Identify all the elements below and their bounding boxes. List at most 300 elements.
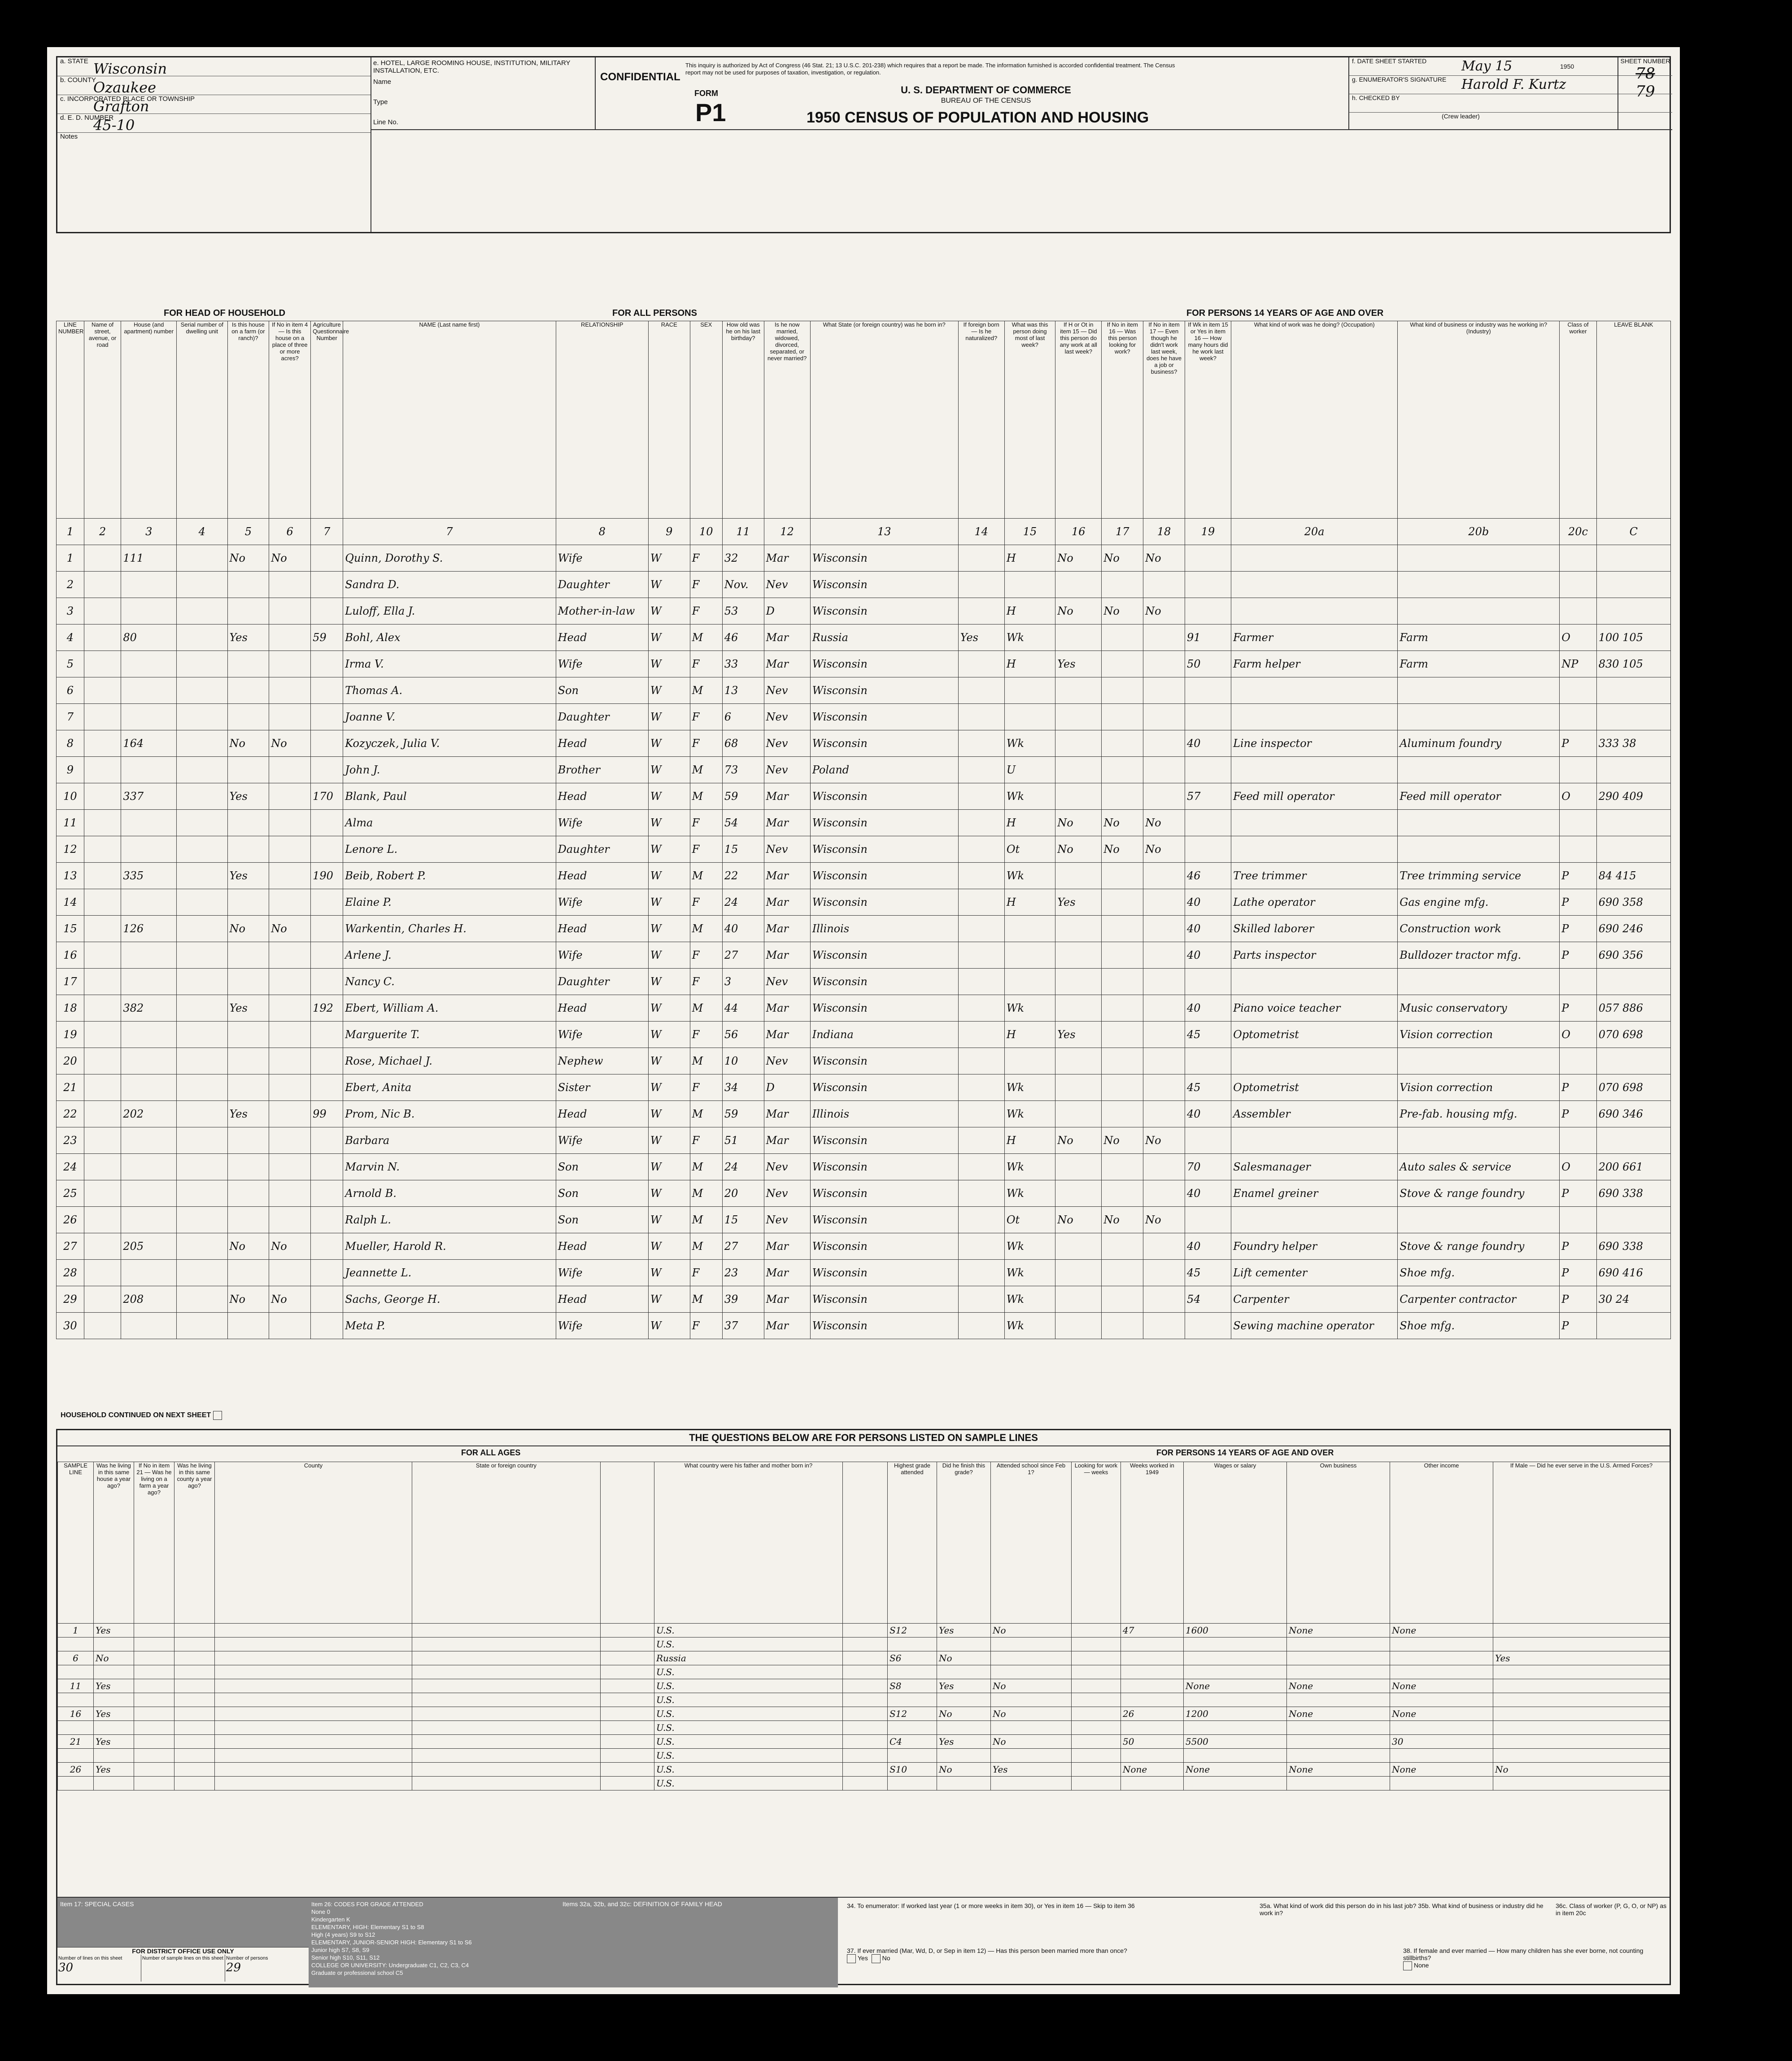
sample-cell [1390,1749,1493,1763]
cell-age: 34 [722,1074,764,1101]
cell-nat [958,1233,1004,1260]
cell-name: Ebert, Anita [343,1074,556,1101]
cell-job [1143,1101,1185,1127]
cell-street [84,1101,121,1127]
sample-cell [991,1777,1072,1790]
sample-cell [991,1665,1072,1679]
cell-look [1102,783,1143,810]
cell-doing: Wk [1004,1101,1055,1127]
cell-hours: 57 [1185,783,1231,810]
cell-mar: Nev [764,969,810,995]
cell-agri: 192 [311,995,343,1022]
cell-job: No [1143,836,1185,863]
sample-cell [412,1665,601,1679]
sample-cell [888,1693,937,1707]
cell-serial [177,1207,227,1233]
table-row [57,1286,1671,1313]
cell-birth: Illinois [810,1101,958,1127]
cell-occ: Salesmanager [1231,1154,1398,1180]
cell-nat: Yes [958,624,1004,651]
cell-occ [1231,810,1398,836]
sample-cell-grade: S12 [888,1707,937,1721]
sample-column-header: Was he living in this same house a year ago? [94,1462,134,1624]
cell-birth: Wisconsin [810,836,958,863]
sample-cell-grade: S8 [888,1679,937,1693]
cell-occ: Lathe operator [1231,889,1398,916]
enumerator-block: f. DATE SHEET STARTED May 15 1950 g. ENUMERATOR'S SIGNATURE Harold F. Kurtz h. CHECKED BY (Crew leader) SHEET NUMBER 78 79 [1349,57,1672,129]
sample-cell [1287,1693,1390,1707]
place-field: c. INCORPORATED PLACE OR TOWNSHIP Grafton [57,95,371,114]
sample-cell [1287,1665,1390,1679]
cell-line: 7 [57,704,84,730]
sample-cell [843,1693,888,1707]
sample-column-header: Wages or salary [1184,1462,1287,1624]
cell-job [1143,1180,1185,1207]
sample-cell-att [991,1651,1072,1665]
cell-race: W [648,836,690,863]
sample-cell-r21: Yes [94,1679,134,1693]
cell-rel: Wife [556,942,648,969]
cell-line: 2 [57,572,84,598]
cell-doing: H [1004,889,1055,916]
cell-work: No [1055,810,1102,836]
cell-mar: Mar [764,863,810,889]
cell-ind: Vision correction [1398,1022,1560,1048]
cell-street [84,783,121,810]
cell-race: W [648,995,690,1022]
sample-column-header: Looking for work — weeks [1072,1462,1121,1624]
cell-ind: Vision correction [1398,1074,1560,1101]
cell-cls: P [1560,995,1596,1022]
cell-ind: Gas engine mfg. [1398,889,1560,916]
cell-hours: 40 [1185,889,1231,916]
cell-hours [1185,757,1231,783]
cell-race: W [648,942,690,969]
cell-doing: H [1004,810,1055,836]
sample-cell-armed: No [1493,1763,1670,1777]
cell-doing: Wk [1004,863,1055,889]
special-cases-box: Item 17: SPECIAL CASES [57,1898,309,1947]
sample-cell [215,1651,412,1665]
cell-hours: 40 [1185,1233,1231,1260]
table-row [57,757,1671,783]
cell-farm [227,1154,269,1180]
table-row [57,1154,1671,1180]
sample-row [58,1637,1670,1651]
cell-nat [958,545,1004,572]
cell-agri [311,1048,343,1074]
cell-birth: Wisconsin [810,1207,958,1233]
cell-race: W [648,783,690,810]
sample-cell-other: None [1390,1707,1493,1721]
sample-cell [215,1665,412,1679]
cell-line: 5 [57,651,84,677]
cell-race: W [648,704,690,730]
sample-cell-armed [1493,1735,1670,1749]
cell-rel: Son [556,1207,648,1233]
cell-agri [311,572,343,598]
cell-occ [1231,836,1398,863]
cell-acres [269,572,311,598]
column-numbers: 1 2 3 4 5 6 7 7 8 9 10 11 12 13 14 15 16 17 18 19 20a 20b 20c C [57,519,1671,545]
cell-sex: F [690,704,722,730]
cell-look [1102,651,1143,677]
sample-column-header: Own business [1287,1462,1390,1624]
cell-cls: P [1560,863,1596,889]
cell-house [121,677,177,704]
cell-code: 690 338 [1596,1233,1670,1260]
cell-name: Marvin N. [343,1154,556,1180]
cell-agri [311,677,343,704]
table-row [57,624,1671,651]
continued-checkbox[interactable] [213,1411,222,1420]
cell-hours [1185,810,1231,836]
cell-hours: 45 [1185,1260,1231,1286]
cell-race: W [648,863,690,889]
cell-job [1143,1154,1185,1180]
cell-name: Ralph L. [343,1207,556,1233]
cell-occ: Carpenter [1231,1286,1398,1313]
cell-street [84,889,121,916]
cell-doing: Ot [1004,836,1055,863]
cell-age: 22 [722,863,764,889]
column-header: If Wk in item 15 or Yes in item 16 — How many hours did he work last week? [1185,321,1231,519]
cell-work [1055,1180,1102,1207]
cell-hours [1185,545,1231,572]
household-continued: HOUSEHOLD CONTINUED ON NEXT SHEET [61,1411,224,1420]
sample-cell [601,1624,654,1637]
cell-cls [1560,598,1596,624]
cell-work [1055,1101,1102,1127]
cell-hours: 50 [1185,651,1231,677]
sample-cell [412,1651,601,1665]
cell-mar: Nev [764,572,810,598]
cell-farm: Yes [227,1101,269,1127]
cell-agri [311,810,343,836]
cell-look [1102,1233,1143,1260]
cell-street [84,1022,121,1048]
cell-look: No [1102,810,1143,836]
cell-farm [227,598,269,624]
cell-cls: P [1560,1074,1596,1101]
cell-age: 73 [722,757,764,783]
cell-doing: H [1004,1022,1055,1048]
cell-occ: Foundry helper [1231,1233,1398,1260]
cell-age: 24 [722,1154,764,1180]
cell-hours [1185,1127,1231,1154]
cell-cls: P [1560,1101,1596,1127]
cell-street [84,1286,121,1313]
cell-race: W [648,1154,690,1180]
cell-job [1143,916,1185,942]
cell-code [1596,810,1670,836]
department-label: U. S. DEPARTMENT OF COMMERCE [901,84,1071,96]
cell-age: 44 [722,995,764,1022]
cell-ind: Pre-fab. housing mfg. [1398,1101,1560,1127]
sample-cell [843,1707,888,1721]
cell-cls: NP [1560,651,1596,677]
cell-line: 3 [57,598,84,624]
table-row [57,1207,1671,1233]
cell-agri [311,598,343,624]
cell-birth: Wisconsin [810,1286,958,1313]
cell-mar: Mar [764,1233,810,1260]
column-headers [57,321,1671,519]
cell-line: 4 [57,624,84,651]
cell-rel: Head [556,1286,648,1313]
cell-occ: Sewing machine operator [1231,1313,1398,1339]
sample-column-header: Attended school since Feb 1? [991,1462,1072,1624]
sample-cell [215,1693,412,1707]
section-over-14: FOR PERSONS 14 YEARS OF AGE AND OVER [1186,308,1384,318]
cell-nat [958,995,1004,1022]
sample-cell [134,1624,174,1637]
sample-cell-fin: No [937,1763,991,1777]
cell-hours: 91 [1185,624,1231,651]
sample-cell [1072,1637,1121,1651]
column-header: What kind of work was he doing? (Occupation) [1231,321,1398,519]
question-35: 35a. What kind of work did this person do in his last job? 35b. What kind of business or industry did he work in? [1260,1902,1543,1917]
cell-cls [1560,1207,1596,1233]
cell-mar: Mar [764,624,810,651]
cell-mar: Mar [764,995,810,1022]
question-34: 34. To enumerator: If worked last year (1 or more weeks in item 30), or Yes in item 16 — Skip to item 36 [847,1902,1135,1909]
sample-cell [94,1777,134,1790]
cell-rel: Brother [556,757,648,783]
sample-cell-wages: None [1184,1763,1287,1777]
cell-look [1102,863,1143,889]
sample-column-header: State or foreign country [412,1462,601,1624]
cell-agri: 59 [311,624,343,651]
grade-code: Graduate or professional school C5 [311,1969,403,1976]
cell-sex: F [690,810,722,836]
cell-nat [958,757,1004,783]
cell-name: Lenore L. [343,836,556,863]
column-header: If No in item 17 — Even though he didn't work last week, does he have a job or business? [1143,321,1185,519]
cell-name: Luloff, Ella J. [343,598,556,624]
sample-cell-own [1287,1651,1390,1665]
cell-agri [311,757,343,783]
table-row [57,1260,1671,1286]
column-header: If H or Ot in item 15 — Did this person do any work at all last week? [1055,321,1102,519]
sample-cell-weeks: 50 [1121,1735,1184,1749]
cell-agri [311,916,343,942]
sample-cell [215,1777,412,1790]
cell-sex: M [690,783,722,810]
cell-age: 59 [722,1101,764,1127]
sample-cell [843,1624,888,1637]
cell-rel: Wife [556,545,648,572]
cell-birth: Wisconsin [810,863,958,889]
sample-column-header [843,1462,888,1624]
cell-age: 40 [722,916,764,942]
sample-cell [937,1777,991,1790]
cell-name: Sachs, George H. [343,1286,556,1313]
cell-race: W [648,1233,690,1260]
cell-serial [177,572,227,598]
sample-cell [937,1749,991,1763]
sample-cell-weeks: None [1121,1763,1184,1777]
bureau-label: BUREAU OF THE CENSUS [941,97,1031,105]
ed-field: d. E. D. NUMBER 45-10 [57,114,371,133]
cell-nat [958,1074,1004,1101]
cell-mar: Mar [764,1286,810,1313]
cell-house [121,942,177,969]
cell-birth: Wisconsin [810,1233,958,1260]
cell-job [1143,969,1185,995]
cell-mar: Nev [764,677,810,704]
cell-look [1102,730,1143,757]
cell-rel: Head [556,730,648,757]
cell-hours: 40 [1185,1180,1231,1207]
cell-acres [269,1180,311,1207]
sample-cell [1184,1693,1287,1707]
sample-cell [134,1707,174,1721]
cell-line: 18 [57,995,84,1022]
cell-name: John J. [343,757,556,783]
cell-acres [269,1022,311,1048]
cell-age: 46 [722,624,764,651]
cell-acres [269,783,311,810]
grade-code: Kindergarten K [311,1916,350,1923]
sample-cell [1390,1693,1493,1707]
cell-race: W [648,1048,690,1074]
cell-line: 19 [57,1022,84,1048]
cell-farm [227,889,269,916]
cell-work [1055,1048,1102,1074]
cell-ind [1398,677,1560,704]
sample-cell-own: None [1287,1763,1390,1777]
cell-look [1102,624,1143,651]
cell-agri [311,1074,343,1101]
cell-work: No [1055,1127,1102,1154]
cell-race: W [648,598,690,624]
cell-mar: Mar [764,1260,810,1286]
cell-occ [1231,1048,1398,1074]
sample-cell-fin: Yes [937,1735,991,1749]
cell-nat [958,1101,1004,1127]
column-header: If No in item 16 — Was this person looking for work? [1102,321,1143,519]
sample-cell-other [1390,1651,1493,1665]
column-header: How old was he on his last birthday? [722,321,764,519]
cell-look [1102,889,1143,916]
cell-look [1102,757,1143,783]
cell-house: 337 [121,783,177,810]
cell-farm [227,810,269,836]
cell-acres: No [269,730,311,757]
cell-house [121,1127,177,1154]
cell-name: Elaine P. [343,889,556,916]
cell-line: 26 [57,1207,84,1233]
ed-value: 45-10 [93,117,135,134]
cell-farm [227,1207,269,1233]
cell-code: 690 246 [1596,916,1670,942]
cell-sex: M [690,1101,722,1127]
sample-cell [58,1777,94,1790]
cell-occ [1231,545,1398,572]
cell-rel: Wife [556,1260,648,1286]
cell-ind: Stove & range foundry [1398,1233,1560,1260]
cell-nat [958,942,1004,969]
cell-occ: Tree trimmer [1231,863,1398,889]
sample-cell [58,1721,94,1735]
sample-column-header: SAMPLE LINE [58,1462,94,1624]
cell-age: 53 [722,598,764,624]
cell-look [1102,942,1143,969]
cell-agri: 190 [311,863,343,889]
sample-cell-armed [1493,1707,1670,1721]
sample-cell [1121,1665,1184,1679]
cell-nat [958,1180,1004,1207]
cell-street [84,651,121,677]
sample-cell-weeks [1121,1651,1184,1665]
cell-farm: No [227,1286,269,1313]
cell-street [84,624,121,651]
cell-race: W [648,1101,690,1127]
cell-birth: Wisconsin [810,1313,958,1339]
cell-cls [1560,810,1596,836]
cell-cls: P [1560,1313,1596,1339]
cell-occ [1231,969,1398,995]
cell-hours: 40 [1185,942,1231,969]
cell-look: No [1102,1127,1143,1154]
sample-cell [134,1749,174,1763]
cell-nat [958,1127,1004,1154]
cell-farm [227,1022,269,1048]
cell-agri [311,545,343,572]
sample-cell-att: No [991,1679,1072,1693]
cell-ind: Aluminum foundry [1398,730,1560,757]
cell-mar: Nev [764,836,810,863]
cell-farm: No [227,545,269,572]
cell-job [1143,757,1185,783]
sample-cell [174,1693,215,1707]
cell-agri [311,730,343,757]
cell-job [1143,1286,1185,1313]
sample-cell [1184,1721,1287,1735]
cell-acres [269,1127,311,1154]
cell-birth: Wisconsin [810,810,958,836]
cell-occ: Line inspector [1231,730,1398,757]
cell-house: 164 [121,730,177,757]
cell-cls [1560,969,1596,995]
grade-code: COLLEGE OR UNIVERSITY: Undergraduate C1, C2, C3, C4 [311,1962,469,1969]
cell-line: 13 [57,863,84,889]
sample-cell-fin: No [937,1707,991,1721]
cell-street [84,598,121,624]
sample-cell-armed [1493,1679,1670,1693]
cell-job [1143,1074,1185,1101]
cell-job [1143,1233,1185,1260]
cell-age: 3 [722,969,764,995]
cell-line: 21 [57,1074,84,1101]
cell-mar: Mar [764,889,810,916]
cell-birth: Wisconsin [810,730,958,757]
form-title: 1950 CENSUS OF POPULATION AND HOUSING [807,109,1149,126]
sample-cell [843,1665,888,1679]
cell-nat [958,1260,1004,1286]
sample-cell-father: U.S. [654,1763,843,1777]
sample-row [58,1763,1670,1777]
cell-farm: No [227,1233,269,1260]
table-row [57,916,1671,942]
sample-cell-grade: S6 [888,1651,937,1665]
cell-farm [227,1313,269,1339]
sample-cell [174,1651,215,1665]
cell-work [1055,757,1102,783]
sample-cell [1072,1749,1121,1763]
cell-ind [1398,757,1560,783]
